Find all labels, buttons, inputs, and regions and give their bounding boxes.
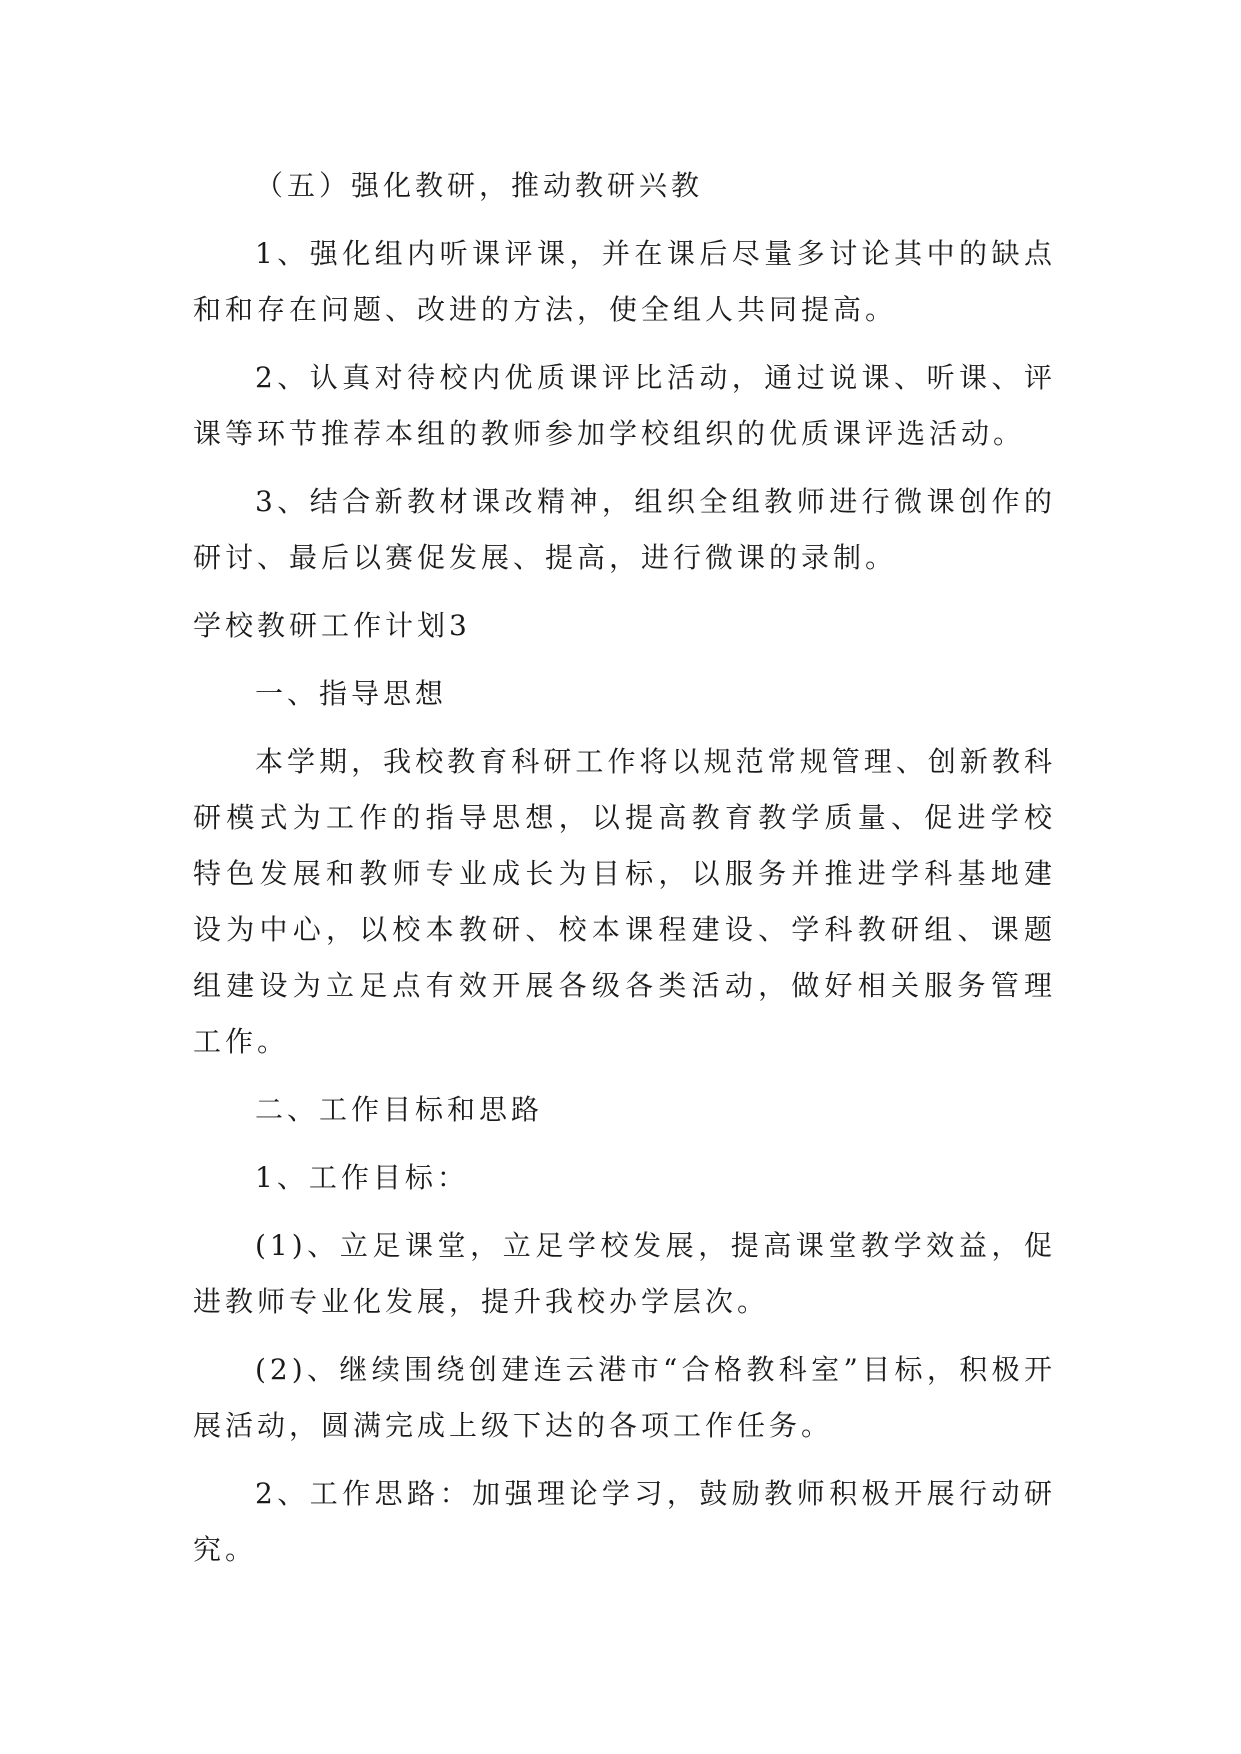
list-item: 2、工作思路：加强理论学习，鼓励教师积极开展行动研究。 bbox=[193, 1477, 1056, 1566]
list-item: 1、强化组内听课评课，并在课后尽量多讨论其中的缺点和和存在问题、改进的方法，使全组人共同提高。 bbox=[193, 237, 1056, 326]
section-heading: （五）强化教研，推动教研兴教 bbox=[255, 169, 704, 202]
list-item: (1)、立足课堂，立足学校发展，提高课堂教学效益，促进教师专业化发展，提升我校办学层次。 bbox=[193, 1229, 1056, 1318]
section-heading: 一、指导思想 bbox=[255, 677, 448, 710]
document-body bbox=[193, 158, 1056, 1590]
list-item: 2、认真对待校内优质课评比活动，通过说课、听课、评课等环节推荐本组的教师参加学校组织的优质课评选活动。 bbox=[193, 361, 1056, 450]
document-title: 学校教研工作计划3 bbox=[193, 609, 471, 642]
list-item: (2)、继续围绕创建连云港市“合格教科室”目标，积极开展活动，圆满完成上级下达的各项工作任务。 bbox=[193, 1353, 1056, 1442]
section-heading: 二、工作目标和思路 bbox=[255, 1093, 544, 1126]
subsection-heading: 1、工作目标： bbox=[255, 1161, 469, 1194]
list-item: 3、结合新教材课改精神，组织全组教师进行微课创作的研讨、最后以赛促发展、提高，进行微课的录制。 bbox=[193, 485, 1056, 574]
body-paragraph: 本学期，我校教育科研工作将以规范常规管理、创新教科研模式为工作的指导思想，以提高教育教学质量、促进学校特色发展和教师专业成长为目标，以服务并推进学科基地建设为中心，以校本教研、校本课程建设、学科教研组、课题组建设为立足点有效开展各级各类活动，做好相关服务管理工作。 bbox=[193, 745, 1056, 1058]
